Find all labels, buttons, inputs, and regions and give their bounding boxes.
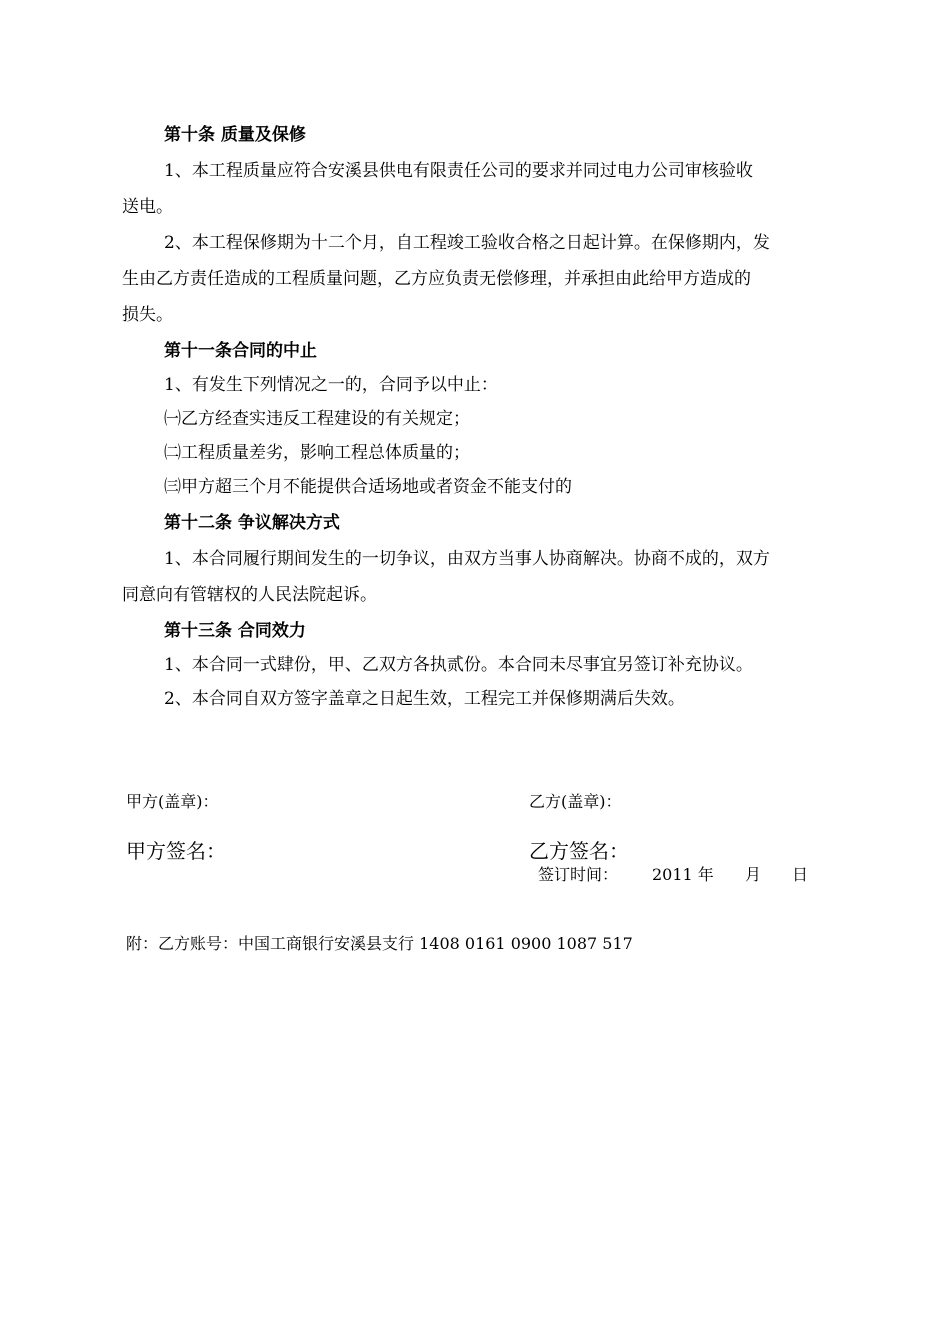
article-10-paragraph-2-line-1: 2、本工程保修期为十二个月，自工程竣工验收合格之日起计算。在保修期内，发 — [164, 233, 770, 253]
article-13-paragraph-1: 1、本合同一式肆份，甲、乙双方各执贰份。本合同未尽事宜另签订补充协议。 — [164, 655, 753, 675]
article-11-item-3: ㈢甲方超三个月不能提供合适场地或者资金不能支付的 — [164, 477, 572, 497]
party-a-signature-label: 甲方签名： — [126, 839, 226, 863]
party-b-seal-label: 乙方(盖章)： — [529, 792, 622, 811]
article-12-paragraph-line-1: 1、本合同履行期间发生的一切争议，由双方当事人协商解决。协商不成的，双方 — [164, 549, 770, 569]
article-13-paragraph-2: 2、本合同自双方签字盖章之日起生效，工程完工并保修期满后失效。 — [164, 689, 685, 709]
article-11-heading: 第十一条合同的中止 — [164, 341, 317, 361]
party-a-seal-label: 甲方(盖章)： — [126, 792, 219, 811]
article-10-paragraph-2-line-3: 损失。 — [122, 305, 173, 325]
article-13-heading: 第十三条 合同效力 — [164, 621, 306, 641]
sign-date-label: 签订时间： — [538, 865, 619, 884]
sign-date-day: 日 — [792, 865, 809, 884]
article-10-paragraph-2-line-2: 生由乙方责任造成的工程质量问题，乙方应负责无偿修理，并承担由此给甲方造成的 — [122, 269, 751, 289]
article-11-item-2: ㈡工程质量差劣，影响工程总体质量的； — [164, 443, 470, 463]
article-12-paragraph-line-2: 同意向有管辖权的人民法院起诉。 — [122, 585, 377, 605]
sign-date-year: 2011 年 — [652, 865, 714, 884]
article-12-heading: 第十二条 争议解决方式 — [164, 513, 340, 533]
appendix-bank-account: 附：乙方账号：中国工商银行安溪县支行 1408 0161 0900 1087 517 — [126, 934, 633, 953]
article-10-paragraph-1-line-2: 送电。 — [122, 197, 173, 217]
sign-date-month: 月 — [745, 865, 762, 884]
article-10-heading: 第十条 质量及保修 — [164, 125, 306, 145]
article-10-paragraph-1-line-1: 1、本工程质量应符合安溪县供电有限责任公司的要求并同过电力公司审核验收 — [164, 161, 753, 181]
party-b-signature-label: 乙方签名： — [529, 839, 629, 863]
article-11-intro: 1、有发生下列情况之一的，合同予以中止： — [164, 375, 498, 395]
article-11-item-1: ㈠乙方经查实违反工程建设的有关规定； — [164, 409, 470, 429]
